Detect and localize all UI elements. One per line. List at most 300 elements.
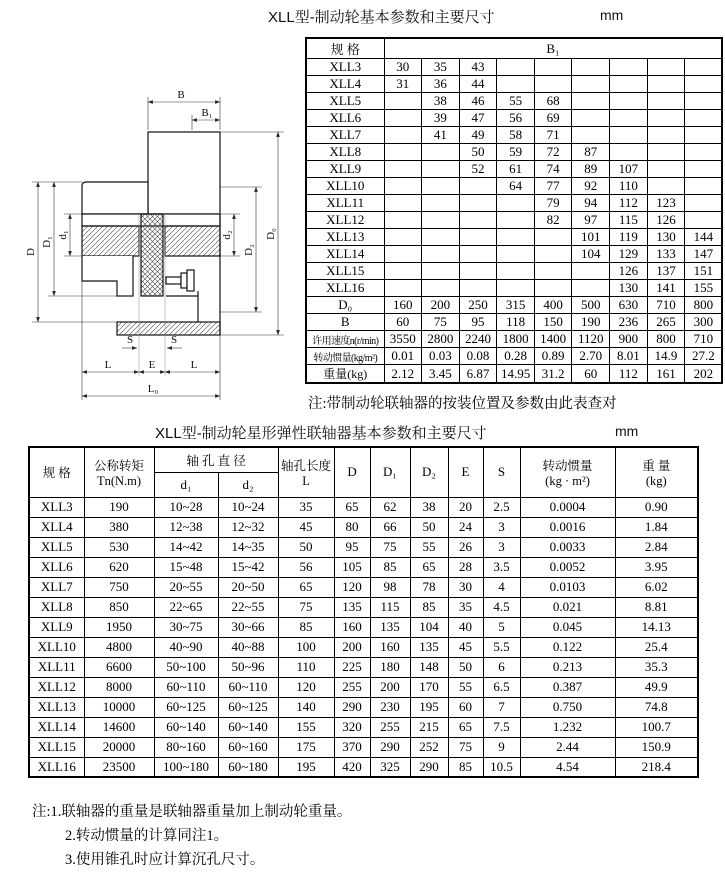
- value-cell: 38: [410, 497, 448, 517]
- value-cell: 55: [448, 677, 483, 697]
- value-cell: 750: [84, 577, 154, 597]
- row-label-cell: XLL6: [29, 557, 84, 577]
- elastic-element: [141, 214, 163, 296]
- value-cell: 252: [410, 737, 448, 757]
- table-row: [29, 557, 698, 577]
- value-cell: [422, 280, 460, 297]
- value-cell: 150: [534, 314, 572, 331]
- value-cell: 94: [572, 195, 610, 212]
- value-cell: 215: [410, 717, 448, 737]
- value-cell: 133: [647, 246, 685, 263]
- value-cell: 900: [610, 331, 648, 348]
- table-row: [29, 577, 698, 597]
- value-cell: [422, 212, 460, 229]
- value-cell: 85: [370, 557, 410, 577]
- value-cell: 135: [334, 597, 370, 617]
- value-cell: 0.122: [520, 637, 615, 657]
- value-cell: [534, 76, 572, 93]
- value-cell: 0.0033: [520, 537, 615, 557]
- value-cell: 20~50: [218, 577, 278, 597]
- value-cell: 2.70: [572, 348, 610, 365]
- d2-column-header: d₂: [218, 472, 278, 497]
- value-cell: 0.0004: [520, 497, 615, 517]
- value-cell: 380: [84, 517, 154, 537]
- value-cell: 1400: [534, 331, 572, 348]
- value-cell: [610, 93, 648, 110]
- value-cell: 0.03: [422, 348, 460, 365]
- value-cell: [610, 76, 648, 93]
- value-cell: 0.28: [497, 348, 535, 365]
- value-cell: 30: [384, 59, 422, 76]
- value-cell: 148: [410, 657, 448, 677]
- value-cell: 218.4: [615, 757, 698, 777]
- value-cell: [459, 246, 497, 263]
- value-cell: 101: [572, 229, 610, 246]
- row-label-cell: XLL13: [29, 697, 84, 717]
- value-cell: 290: [334, 697, 370, 717]
- brake-wheel-parameter-table: [305, 37, 723, 384]
- value-cell: 2240: [459, 331, 497, 348]
- value-cell: 119: [610, 229, 648, 246]
- row-label-cell: XLL8: [306, 144, 384, 161]
- table-row: [306, 212, 722, 229]
- value-cell: 0.01: [384, 348, 422, 365]
- value-cell: [572, 110, 610, 127]
- dim-label-B: B: [177, 89, 185, 101]
- value-cell: [685, 161, 723, 178]
- value-cell: 45: [448, 637, 483, 657]
- value-cell: 3.5: [483, 557, 520, 577]
- value-cell: [384, 178, 422, 195]
- value-cell: 75: [278, 597, 334, 617]
- value-cell: 85: [448, 757, 483, 777]
- table-row: [29, 497, 698, 517]
- value-cell: [534, 246, 572, 263]
- bore-length-column-header: [278, 447, 334, 497]
- value-cell: 400: [534, 297, 572, 314]
- value-cell: 3: [483, 517, 520, 537]
- left-hub-flange: [82, 182, 148, 214]
- value-cell: 30~66: [218, 617, 278, 637]
- value-cell: 26: [448, 537, 483, 557]
- value-cell: 500: [572, 297, 610, 314]
- value-cell: 60~110: [218, 677, 278, 697]
- value-cell: 40~90: [154, 637, 218, 657]
- inertia-header-line2: (kg · m²): [545, 473, 590, 488]
- value-cell: 60~125: [154, 697, 218, 717]
- table-row: [306, 161, 722, 178]
- dim-label-L0: L₀: [147, 383, 159, 395]
- row-label-cell: XLL10: [306, 178, 384, 195]
- value-cell: 38: [422, 93, 460, 110]
- row-label-cell: XLL11: [29, 657, 84, 677]
- value-cell: 60: [448, 697, 483, 717]
- table-header-row: [306, 38, 722, 59]
- value-cell: 82: [534, 212, 572, 229]
- value-cell: 55: [497, 93, 535, 110]
- spec-column-header: 规 格: [29, 447, 84, 497]
- table-row: [306, 76, 722, 93]
- value-cell: 56: [497, 110, 535, 127]
- value-cell: 110: [278, 657, 334, 677]
- value-cell: 79: [534, 195, 572, 212]
- torque-header-line2: Tn(N.m): [96, 473, 142, 488]
- value-cell: 105: [334, 557, 370, 577]
- value-cell: 3550: [384, 331, 422, 348]
- value-cell: 800: [685, 297, 723, 314]
- row-label-cell: XLL6: [306, 110, 384, 127]
- value-cell: [422, 178, 460, 195]
- value-cell: 130: [610, 280, 648, 297]
- value-cell: 4.5: [483, 597, 520, 617]
- value-cell: 35: [422, 59, 460, 76]
- value-cell: 92: [572, 178, 610, 195]
- row-label-cell: XLL16: [29, 757, 84, 777]
- value-cell: 3.45: [422, 365, 460, 384]
- table-row: [29, 657, 698, 677]
- value-cell: 123: [647, 195, 685, 212]
- value-cell: 4: [483, 577, 520, 597]
- value-cell: [497, 59, 535, 76]
- table1-title: XLL型-制动轮基本参数和主要尺寸: [268, 9, 495, 26]
- value-cell: 60~110: [154, 677, 218, 697]
- table-row: [29, 697, 698, 717]
- value-cell: 230: [370, 697, 410, 717]
- value-cell: 144: [685, 229, 723, 246]
- value-cell: 290: [370, 737, 410, 757]
- table-row: [306, 280, 722, 297]
- value-cell: 620: [84, 557, 154, 577]
- value-cell: 31.2: [534, 365, 572, 384]
- row-label-cell: 重量(kg): [306, 365, 384, 384]
- value-cell: [534, 280, 572, 297]
- dim-label-E: E: [148, 359, 156, 371]
- value-cell: 10000: [84, 697, 154, 717]
- value-cell: 112: [610, 365, 648, 384]
- value-cell: 100.7: [615, 717, 698, 737]
- row-label-cell: 许用速度n(r/min): [306, 331, 384, 348]
- value-cell: 52: [459, 161, 497, 178]
- value-cell: [647, 161, 685, 178]
- value-cell: 31: [384, 76, 422, 93]
- value-cell: 65: [448, 717, 483, 737]
- value-cell: 320: [334, 717, 370, 737]
- value-cell: 160: [384, 297, 422, 314]
- value-cell: 14.9: [647, 348, 685, 365]
- value-cell: 115: [610, 212, 648, 229]
- value-cell: 75: [448, 737, 483, 757]
- value-cell: 150.9: [615, 737, 698, 757]
- value-cell: 0.0052: [520, 557, 615, 577]
- dim-label-d2: d₂: [221, 230, 233, 240]
- value-cell: 160: [334, 617, 370, 637]
- value-cell: 14~35: [218, 537, 278, 557]
- value-cell: 135: [410, 637, 448, 657]
- dim-label-D: D: [25, 248, 37, 256]
- value-cell: 4800: [84, 637, 154, 657]
- value-cell: [497, 195, 535, 212]
- value-cell: 50: [278, 537, 334, 557]
- value-cell: [572, 93, 610, 110]
- value-cell: [610, 127, 648, 144]
- value-cell: [647, 76, 685, 93]
- value-cell: 75: [370, 537, 410, 557]
- row-label-cell: XLL3: [29, 497, 84, 517]
- value-cell: 66: [370, 517, 410, 537]
- value-cell: [647, 178, 685, 195]
- value-cell: 74: [534, 161, 572, 178]
- value-cell: 1800: [497, 331, 535, 348]
- value-cell: 1950: [84, 617, 154, 637]
- value-cell: 0.0103: [520, 577, 615, 597]
- dim-label-S-left: S: [126, 334, 134, 346]
- value-cell: [685, 76, 723, 93]
- torque-column-header: [84, 447, 154, 497]
- bolt-nut: [187, 270, 194, 291]
- value-cell: 46: [459, 93, 497, 110]
- value-cell: 300: [685, 314, 723, 331]
- value-cell: 12~32: [218, 517, 278, 537]
- value-cell: 265: [647, 314, 685, 331]
- value-cell: [384, 127, 422, 144]
- row-label-cell: XLL15: [306, 263, 384, 280]
- D-column-header: D: [334, 447, 370, 497]
- table-row: [306, 263, 722, 280]
- value-cell: 0.0016: [520, 517, 615, 537]
- value-cell: 255: [370, 717, 410, 737]
- bolt-shaft: [166, 277, 181, 284]
- value-cell: 0.387: [520, 677, 615, 697]
- value-cell: 65: [410, 557, 448, 577]
- value-cell: [610, 144, 648, 161]
- value-cell: 195: [278, 757, 334, 777]
- value-cell: [572, 263, 610, 280]
- value-cell: 710: [647, 297, 685, 314]
- value-cell: 14.95: [497, 365, 535, 384]
- value-cell: 710: [685, 331, 723, 348]
- value-cell: 6.87: [459, 365, 497, 384]
- value-cell: 0.90: [615, 497, 698, 517]
- value-cell: 180: [370, 657, 410, 677]
- left-hub-section: [82, 226, 139, 256]
- value-cell: 60~140: [154, 717, 218, 737]
- value-cell: [459, 263, 497, 280]
- row-label-cell: XLL3: [306, 59, 384, 76]
- table-row: [29, 757, 698, 777]
- value-cell: 8.81: [615, 597, 698, 617]
- table-row: [29, 617, 698, 637]
- value-cell: 60~160: [218, 737, 278, 757]
- value-cell: 59: [497, 144, 535, 161]
- value-cell: 72: [534, 144, 572, 161]
- value-cell: 120: [334, 577, 370, 597]
- value-cell: 78: [410, 577, 448, 597]
- value-cell: 200: [334, 637, 370, 657]
- value-cell: 6.02: [615, 577, 698, 597]
- table2-footnotes: [32, 800, 351, 872]
- row-label-cell: XLL9: [306, 161, 384, 178]
- value-cell: 80: [334, 517, 370, 537]
- value-cell: 8.01: [610, 348, 648, 365]
- value-cell: 60: [384, 314, 422, 331]
- value-cell: 5.5: [483, 637, 520, 657]
- value-cell: 126: [610, 263, 648, 280]
- value-cell: [685, 212, 723, 229]
- value-cell: 40~88: [218, 637, 278, 657]
- value-cell: 15~48: [154, 557, 218, 577]
- value-cell: 40: [448, 617, 483, 637]
- value-cell: [384, 229, 422, 246]
- value-cell: 24: [448, 517, 483, 537]
- value-cell: 20000: [84, 737, 154, 757]
- value-cell: 2.12: [384, 365, 422, 384]
- value-cell: 65: [334, 497, 370, 517]
- value-cell: 60~125: [218, 697, 278, 717]
- row-label-cell: XLL5: [306, 93, 384, 110]
- value-cell: 14600: [84, 717, 154, 737]
- value-cell: 202: [685, 365, 723, 384]
- value-cell: 85: [278, 617, 334, 637]
- table-row: [306, 93, 722, 110]
- value-cell: 50: [410, 517, 448, 537]
- table-row: [306, 229, 722, 246]
- value-cell: 2.44: [520, 737, 615, 757]
- value-cell: 147: [685, 246, 723, 263]
- coupling-section-drawing: [20, 84, 305, 414]
- value-cell: 10.5: [483, 757, 520, 777]
- table-row: [306, 348, 722, 365]
- value-cell: 39: [422, 110, 460, 127]
- value-cell: 170: [410, 677, 448, 697]
- value-cell: [384, 280, 422, 297]
- row-label-cell: XLL10: [29, 637, 84, 657]
- table-row: [306, 110, 722, 127]
- value-cell: [497, 212, 535, 229]
- value-cell: 97: [572, 212, 610, 229]
- value-cell: 61: [497, 161, 535, 178]
- torque-header-line1: 公称转矩: [93, 458, 144, 473]
- value-cell: 315: [497, 297, 535, 314]
- value-cell: [384, 110, 422, 127]
- table1-note: 注:带制动轮联轴器的按装位置及参数由此表查对: [308, 396, 617, 412]
- value-cell: 630: [610, 297, 648, 314]
- value-cell: 50: [459, 144, 497, 161]
- table-row: [306, 195, 722, 212]
- value-cell: 35.3: [615, 657, 698, 677]
- value-cell: 151: [685, 263, 723, 280]
- value-cell: 6: [483, 657, 520, 677]
- value-cell: 85: [410, 597, 448, 617]
- value-cell: 129: [610, 246, 648, 263]
- weight-header-line2: (kg): [645, 473, 667, 488]
- value-cell: 45: [278, 517, 334, 537]
- value-cell: [685, 59, 723, 76]
- value-cell: 0.045: [520, 617, 615, 637]
- value-cell: [384, 144, 422, 161]
- dim-label-D0: D₀: [265, 228, 277, 240]
- value-cell: [459, 229, 497, 246]
- row-label-cell: XLL15: [29, 737, 84, 757]
- value-cell: 195: [410, 697, 448, 717]
- value-cell: 236: [610, 314, 648, 331]
- value-cell: 118: [497, 314, 535, 331]
- weight-header-line1: 重 量: [642, 458, 671, 473]
- value-cell: 110: [610, 178, 648, 195]
- value-cell: [459, 178, 497, 195]
- dim-label-B1: B₁: [201, 107, 213, 119]
- value-cell: 1.84: [615, 517, 698, 537]
- value-cell: [459, 280, 497, 297]
- value-cell: [384, 212, 422, 229]
- E-column-header: E: [448, 447, 483, 497]
- value-cell: 55: [410, 537, 448, 557]
- value-cell: 120: [278, 677, 334, 697]
- drawing-outline: [82, 132, 220, 335]
- weight-column-header: [615, 447, 698, 497]
- value-cell: [534, 59, 572, 76]
- footnote-1: 注:1.联轴器的重量是联轴器重量加上制动轮重量。: [32, 804, 352, 820]
- value-cell: 190: [84, 497, 154, 517]
- table-row: [306, 314, 722, 331]
- value-cell: 800: [647, 331, 685, 348]
- table-row: [29, 717, 698, 737]
- value-cell: 10~24: [218, 497, 278, 517]
- value-cell: [572, 59, 610, 76]
- row-label-cell: XLL12: [29, 677, 84, 697]
- row-label-cell: XLL14: [29, 717, 84, 737]
- value-cell: 60: [572, 365, 610, 384]
- value-cell: [572, 280, 610, 297]
- value-cell: 200: [370, 677, 410, 697]
- value-cell: 530: [84, 537, 154, 557]
- value-cell: 15~42: [218, 557, 278, 577]
- b1-column-header: B₁: [384, 38, 722, 59]
- value-cell: [685, 195, 723, 212]
- value-cell: 225: [334, 657, 370, 677]
- row-label-cell: D₀: [306, 297, 384, 314]
- value-cell: 1120: [572, 331, 610, 348]
- value-cell: [384, 161, 422, 178]
- inertia-header-line1: 转动惯量: [542, 458, 593, 473]
- value-cell: 7.5: [483, 717, 520, 737]
- value-cell: 100~180: [154, 757, 218, 777]
- value-cell: 5: [483, 617, 520, 637]
- table2-title: XLL型-制动轮星形弹性联轴器基本参数和主要尺寸: [155, 425, 487, 442]
- value-cell: 30~75: [154, 617, 218, 637]
- value-cell: 850: [84, 597, 154, 617]
- row-label-cell: XLL16: [306, 280, 384, 297]
- value-cell: 161: [647, 365, 685, 384]
- value-cell: 6.5: [483, 677, 520, 697]
- value-cell: 135: [370, 617, 410, 637]
- table-row: [29, 597, 698, 617]
- value-cell: 44: [459, 76, 497, 93]
- row-label-cell: XLL4: [29, 517, 84, 537]
- value-cell: 58: [497, 127, 535, 144]
- dim-label-D2: D₂: [243, 244, 255, 256]
- row-label-cell: XLL8: [29, 597, 84, 617]
- value-cell: 49.9: [615, 677, 698, 697]
- value-cell: 140: [278, 697, 334, 717]
- D2-column-header: D₂: [410, 447, 448, 497]
- value-cell: [384, 246, 422, 263]
- value-cell: 420: [334, 757, 370, 777]
- value-cell: [422, 263, 460, 280]
- value-cell: 89: [572, 161, 610, 178]
- value-cell: 98: [370, 577, 410, 597]
- value-cell: 50~96: [218, 657, 278, 677]
- value-cell: 155: [685, 280, 723, 297]
